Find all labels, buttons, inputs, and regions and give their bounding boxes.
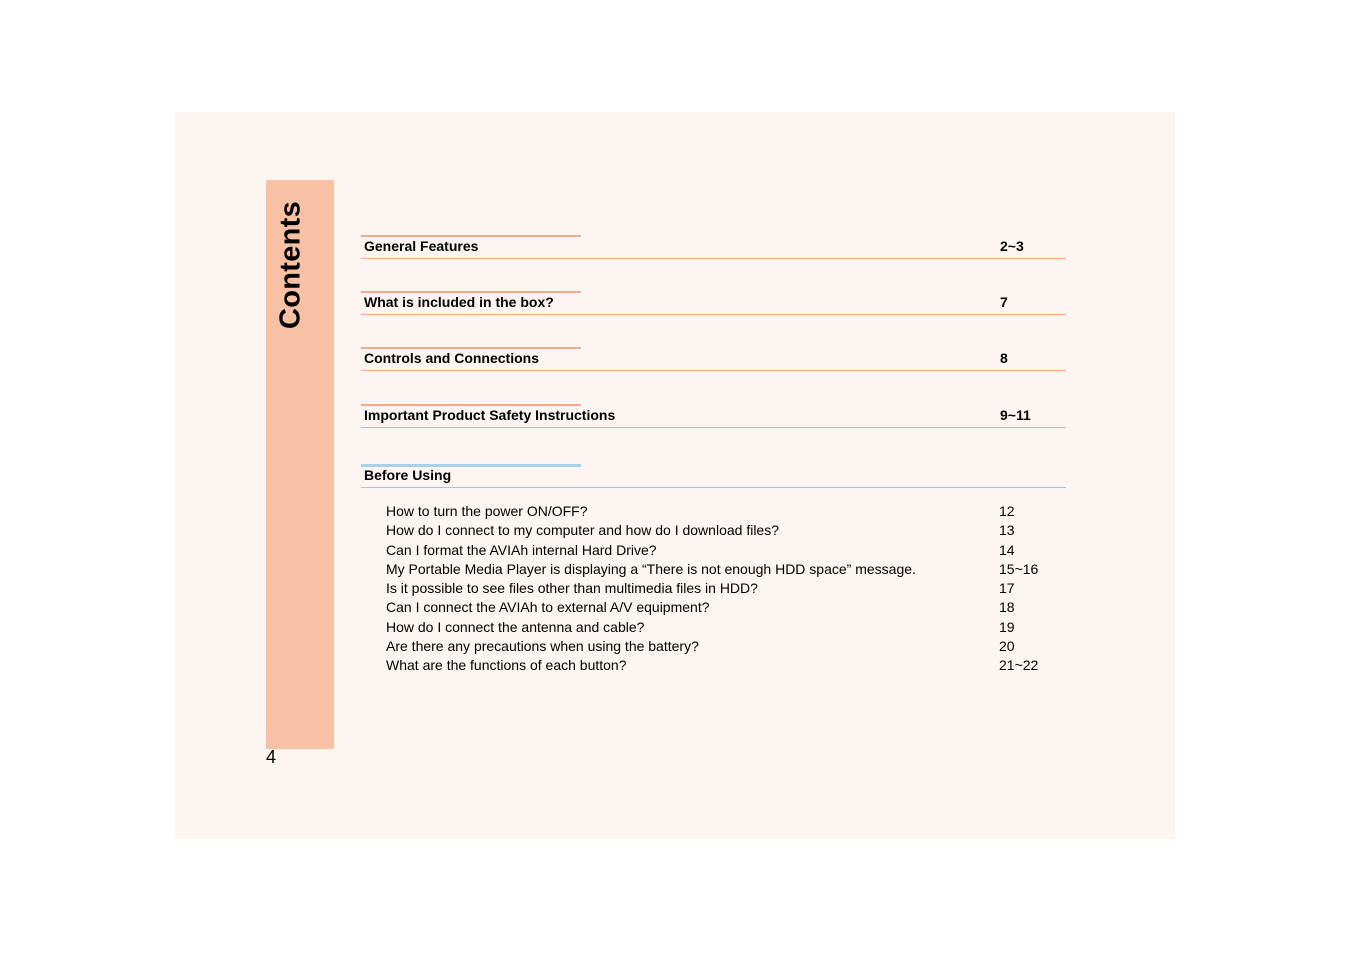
subitem-question: Is it possible to see files other than multimedia files in HDD? xyxy=(386,580,758,597)
section-bottom-rule xyxy=(361,427,1066,428)
section-title: Important Product Safety Instructions xyxy=(364,407,616,423)
subitem-question: Can I format the AVIAh internal Hard Drive? xyxy=(386,541,657,558)
section-bottom-rule xyxy=(361,258,1066,259)
subitem-question: How do I connect the antenna and cable? xyxy=(386,618,645,635)
subitem-question: Are there any precautions when using the battery? xyxy=(386,638,699,655)
toc-subitem[interactable] xyxy=(386,638,1066,657)
section-title: Controls and Connections xyxy=(364,350,539,366)
toc-section-whats-included[interactable] xyxy=(361,291,1066,315)
subitem-page: 17 xyxy=(999,580,1015,597)
subitem-question: Can I connect the AVIAh to external A/V equipment? xyxy=(386,599,710,616)
section-page: 2~3 xyxy=(1000,238,1024,254)
toc-subitem[interactable] xyxy=(386,619,1066,638)
subitem-question: How do I connect to my computer and how do I download files? xyxy=(386,522,779,539)
section-top-rule xyxy=(361,347,581,349)
toc-subitem[interactable] xyxy=(386,599,1066,618)
toc-subitem[interactable] xyxy=(386,657,1066,676)
section-title: What is included in the box? xyxy=(364,294,554,310)
toc-subitem[interactable] xyxy=(386,561,1066,580)
section-page: 8 xyxy=(1000,350,1008,366)
toc-subitem[interactable] xyxy=(386,503,1066,522)
subitem-question: How to turn the power ON/OFF? xyxy=(386,503,588,519)
section-title: General Features xyxy=(364,238,479,254)
toc-section-before-using[interactable] xyxy=(361,464,1066,488)
subitem-question: My Portable Media Player is displaying a “There is not enough HDD space” message. xyxy=(386,560,916,577)
toc-section-general-features[interactable] xyxy=(361,235,1066,259)
section-top-rule xyxy=(361,291,581,293)
section-bottom-rule xyxy=(361,370,1066,371)
toc-subitem[interactable] xyxy=(386,522,1066,541)
section-page: 7 xyxy=(1000,294,1008,310)
section-top-rule xyxy=(361,404,581,406)
subitem-page: 18 xyxy=(999,599,1015,616)
contents-title: Contents xyxy=(274,200,307,330)
subitem-page: 12 xyxy=(999,503,1015,519)
subitem-page: 20 xyxy=(999,638,1015,655)
toc-subitem[interactable] xyxy=(386,580,1066,599)
subitem-page: 13 xyxy=(999,522,1015,539)
subitem-page: 15~16 xyxy=(999,560,1039,577)
subitem-page: 14 xyxy=(999,541,1015,558)
toc-subitem[interactable] xyxy=(386,542,1066,561)
toc-section-controls-connections[interactable] xyxy=(361,347,1066,371)
before-using-list xyxy=(386,503,1066,677)
section-page: 9~11 xyxy=(1000,407,1031,423)
section-bottom-rule xyxy=(361,487,1066,488)
subitem-page: 19 xyxy=(999,618,1015,635)
toc-section-safety-instructions[interactable] xyxy=(361,404,1066,428)
section-bottom-rule xyxy=(361,314,1066,315)
subitem-page: 21~22 xyxy=(999,657,1039,674)
section-top-rule xyxy=(361,235,581,237)
section-title: Before Using xyxy=(364,467,452,483)
page-number: 4 xyxy=(266,747,277,767)
subitem-question: What are the functions of each button? xyxy=(386,657,627,674)
